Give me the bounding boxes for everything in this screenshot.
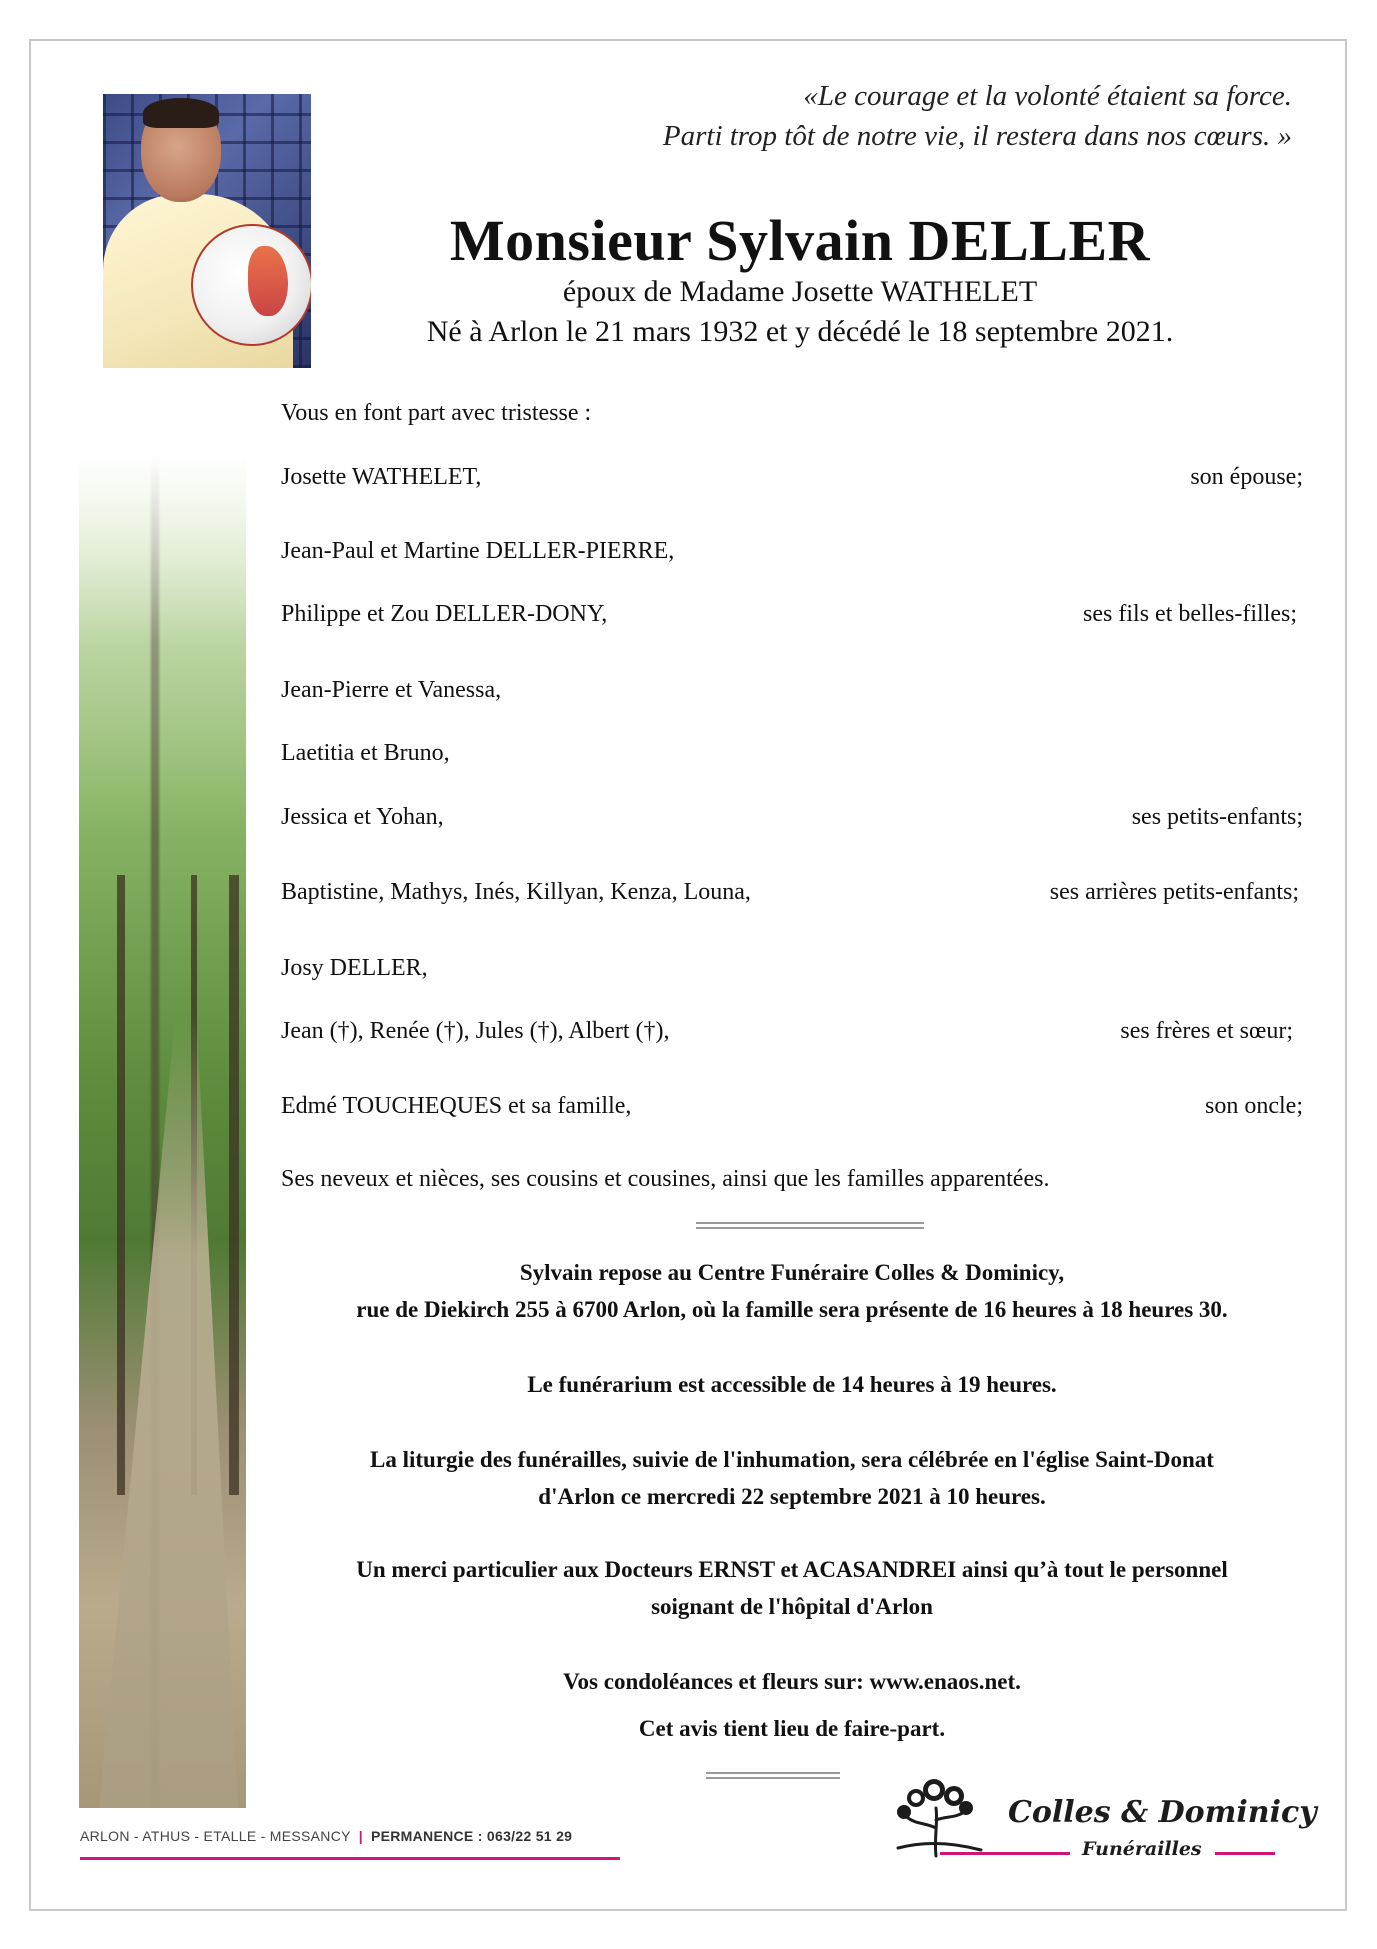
forest-path-image (79, 455, 246, 1808)
footer-accent-line (80, 1857, 620, 1860)
brand-name: Colles & Dominicy (1008, 1795, 1317, 1830)
deceased-name: Monsieur Sylvain DELLER (449, 208, 1151, 273)
liturgy-line-2: d'Arlon ce mercredi 22 septembre 2021 à 10 heures. (538, 1484, 1046, 1509)
family-member: Jean-Pierre et Vanessa, (281, 677, 502, 703)
divider (696, 1222, 924, 1229)
repose-line-2: rue de Diekirch 255 à 6700 Arlon, où la famille sera présente de 16 heures à 18 heures 30. (356, 1297, 1228, 1322)
family-member: Josy DELLER, (281, 955, 428, 981)
family-member: Baptistine, Mathys, Inés, Killyan, Kenza, Louna, (281, 879, 751, 905)
family-relation: son épouse; (1190, 464, 1303, 490)
divider (706, 1772, 840, 1779)
repose-line-1: Sylvain repose au Centre Funéraire Colles & Dominicy, (519, 1260, 1065, 1285)
family-relation: ses fils et belles-filles; (1083, 601, 1297, 627)
spouse-line: époux de Madame Josette WATHELET (562, 275, 1038, 308)
footer-locations: ARLON - ATHUS - ETALLE - MESSANCY (80, 1828, 351, 1844)
liturgy-line-1: La liturgie des funérailles, suivie de l'inhumation, sera célébrée en l'église Saint-Donat (370, 1447, 1214, 1472)
brand-accent-line (940, 1852, 1070, 1855)
thanks-line-2: soignant de l'hôpital d'Arlon (651, 1594, 933, 1619)
notice-line: Cet avis tient lieu de faire-part. (638, 1716, 946, 1741)
footer-divider: | (358, 1828, 363, 1844)
brand-subtitle: Funérailles (1082, 1838, 1202, 1860)
family-relation: ses frères et sœur; (1120, 1018, 1293, 1044)
condolences-line: Vos condoléances et fleurs sur: www.enaos.net. (563, 1669, 1021, 1694)
family-member: Ses neveux et nièces, ses cousins et cousines, ainsi que les familles apparentées. (281, 1166, 1050, 1192)
quote-line-2: Parti trop tôt de notre vie, il restera dans nos cœurs. » (662, 120, 1292, 152)
quote-line-1: «Le courage et la volonté étaient sa force. (803, 80, 1292, 112)
family-relation: ses arrières petits-enfants; (1049, 879, 1299, 905)
family-relation: ses petits-enfants; (1131, 804, 1303, 830)
footer-permanence: PERMANENCE : 063/22 51 29 (371, 1828, 573, 1844)
family-member: Jean-Paul et Martine DELLER-PIERRE, (281, 538, 675, 564)
footer-contact (80, 1828, 572, 1844)
family-member: Jessica et Yohan, (281, 804, 444, 830)
funerarium-hours: Le funérarium est accessible de 14 heures à 19 heures. (527, 1372, 1057, 1397)
tree-logo-icon (886, 1778, 986, 1858)
family-member: Josette WATHELET, (281, 464, 482, 490)
family-relation: son oncle; (1205, 1093, 1303, 1119)
brand-accent-line (1215, 1852, 1275, 1855)
family-member: Jean (†), Renée (†), Jules (†), Albert (†), (281, 1018, 670, 1044)
family-member: Philippe et Zou DELLER-DONY, (281, 601, 608, 627)
family-member: Laetitia et Bruno, (281, 740, 450, 766)
quote (432, 76, 1292, 156)
family-member: Edmé TOUCHEQUES et sa famille, (281, 1093, 632, 1119)
thanks-line-1: Un merci particulier aux Docteurs ERNST et ACASANDREI ainsi qu’à tout le personnel (356, 1557, 1228, 1582)
birth-death-line: Né à Arlon le 21 mars 1932 et y décédé le 18 septembre 2021. (426, 315, 1174, 348)
intro-text: Vous en font part avec tristesse : (281, 400, 592, 426)
